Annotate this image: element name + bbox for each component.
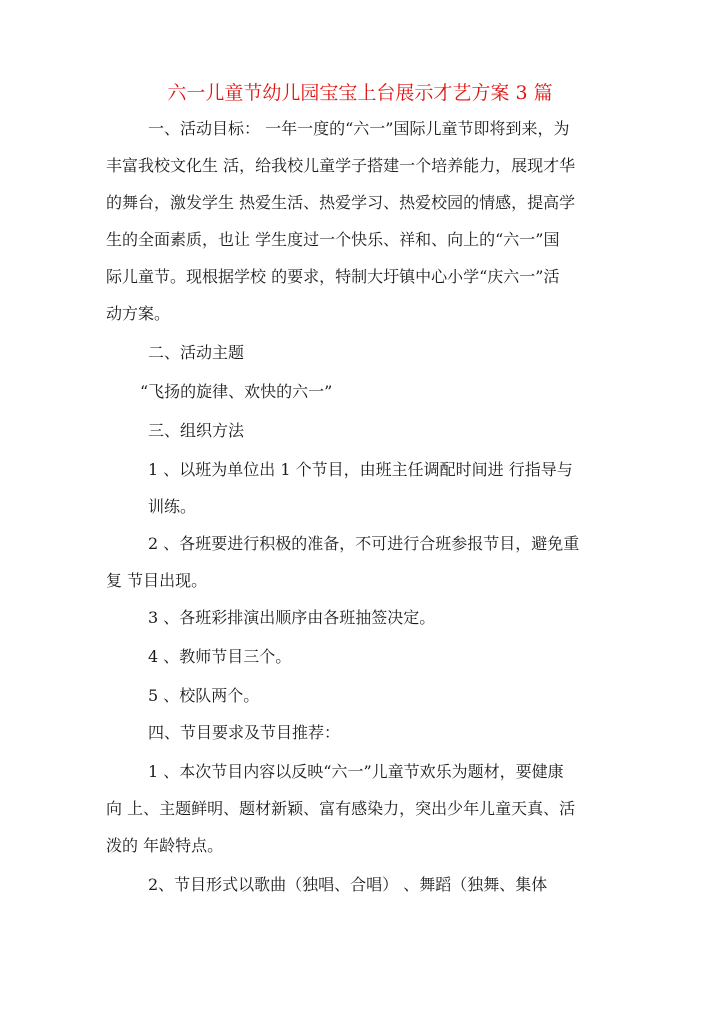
document-title: 六一儿童节幼儿园宝宝上台展示才艺方案 3 篇 bbox=[167, 82, 553, 104]
list-item-continuation: 复 节目出现。 bbox=[106, 571, 208, 590]
list-item: 1 、本次节目内容以反映“六一”儿童节欢乐为题材，要健康 bbox=[148, 762, 564, 781]
paragraph-line: 动方案。 bbox=[106, 304, 171, 323]
section-heading: 二、活动主题 bbox=[148, 343, 245, 362]
list-item: 1 、以班为单位出 1 个节目，由班主任调配时间进 行指导与 bbox=[148, 460, 573, 479]
paragraph-line: 一、活动目标： 一年一度的“六一”国际儿童节即将到来，为 bbox=[148, 119, 570, 138]
list-item: 3 、各班彩排演出顺序由各班抽签决定。 bbox=[148, 608, 436, 627]
list-item: 2 、各班要进行积极的准备，不可进行合班参报节目，避免重 bbox=[148, 534, 580, 553]
list-item-continuation: 向 上、主题鲜明、题材新颖、富有感染力，突出少年儿童天真、活 bbox=[106, 799, 576, 818]
list-item: 5 、校队两个。 bbox=[148, 686, 260, 705]
paragraph-line: 丰富我校文化生 活，给我校儿童学子搭建一个培养能力，展现才华 bbox=[106, 156, 576, 175]
paragraph-line: 的舞台，激发学生 热爱生活、热爱学习、热爱校园的情感，提高学 bbox=[106, 193, 576, 212]
list-item-continuation: 泼的 年龄特点。 bbox=[106, 836, 224, 855]
list-item: 4 、教师节目三个。 bbox=[148, 647, 292, 666]
list-item-continuation: 训练。 bbox=[148, 497, 197, 516]
section-heading: 三、组织方法 bbox=[148, 421, 245, 440]
paragraph-line: 生的全面素质，也让 学生度过一个快乐、祥和、向上的“六一”国 bbox=[106, 230, 560, 249]
paragraph-line: “飞扬的旋律、欢快的六一” bbox=[140, 382, 333, 401]
list-item: 2、节目形式以歌曲（独唱、合唱） 、舞蹈（独舞、集体 bbox=[148, 875, 548, 894]
section-heading: 四、节目要求及节目推荐： bbox=[148, 723, 341, 742]
paragraph-line: 际儿童节。现根据学校 的要求，特制大圩镇中心小学“庆六一”活 bbox=[106, 267, 560, 286]
